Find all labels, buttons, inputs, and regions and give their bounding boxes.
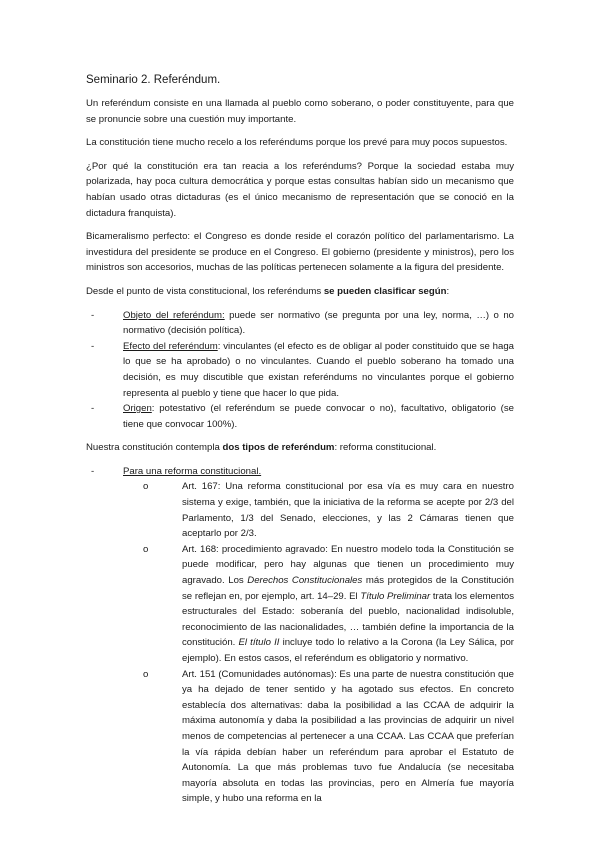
circle-bullet: o	[143, 543, 149, 555]
list-item-efecto: - Efecto del referéndum: vinculantes (el efecto es de obligar al poder constituido que se haga lo que se ha aprobado) o no vinculantes. Cuando el pueblo soberano ha tomado una decisión, es muy discutible que existan referéndums no vinculantes porque el gobierno representa al pueblo y tiene que hacer lo que pida.	[91, 340, 514, 399]
list-item-objeto: - Objeto del referéndum: puede ser normativo (se pregunta por una ley, norma, …) o no normativo (decisión política).	[91, 309, 514, 337]
list-item-art-167: o Art. 167: Una reforma constitucional por esa vía es muy cara en nuestro sistema y exige, también, que la iniciativa de la reforma se acepte por 2/3 del Parlamento, 1/3 del Senado, elecciones, y las 2 Cámaras tienen que aceptarlo por 2/3.	[143, 481, 514, 540]
list-item-reforma: - Para una reforma constitucional. o Art. 167: Una reforma constitucional por esa vía es muy cara en nuestro sistema y exige, también, que la iniciativa de la reforma se acepte por 2/3 del Parlamento, 1/3 del Senado, elecciones, y las 2 Cámaras tienen que aceptarlo por 2/3. o Art. 168: procedimiento agravado: En nuestro modelo toda la Constitución se puede modificar, pero hay algunas que tienen un procedimiento muy agravado. Los Derechos Constitucionales más protegidos de la Constitución se reflejan en, por ejemplo, art. 14–29. El Título Preliminar trata los elementos estructurales del Estado: soberanía del pueblo, nacionalidad indisoluble, reconocimiento de las nacionalidades, … también define la importancia de la constitución. El título II incluye todo lo relativo a la Corona (la Ley Sálica, por ejemplo). En estos casos, el referéndum es obligatorio y normativo. o Art. 151 (Comunidades autónomas): Es una parte de nuestra constitución que ya ha dejado de tener sentido y ha agotado sus efectos. En concreto establecía dos alternativas: daba la posibilidad a las CCAA de adquirir la máxima autonomía y daba la posibilidad a las provincias de adquirir un nivel menos de competencias al pertenecer a una CCAA. Las CCAA que preferían la vía rápida debían haber un referéndum para aprobar el Estatuto de Autonomía. La que más problemas tuvo fue Andalucía (se necesitaba mayoría absoluta en todas las provincias, pero en Almería fue mayoría simple, y hubo una reforma en la	[86, 464, 514, 807]
paragraph-bicameralismo: Bicameralismo perfecto: el Congreso es donde reside el corazón político del parlamentarismo. La investidura del presidente se produce en el Congreso. El gobierno (presidente y ministros), pero los ministros son accesorios, muchas de las políticas pertenecen solamente a la figura del presidente.	[86, 231, 514, 274]
dash-bullet: -	[91, 465, 95, 477]
list-item-art-168: o Art. 168: procedimiento agravado: En nuestro modelo toda la Constitución se puede modificar, pero hay algunas que tienen un procedimiento muy agravado. Los Derechos Constitucionales más protegidos de la Constitución se reflejan en, por ejemplo, art. 14–29. El Título Preliminar trata los elementos estructurales del Estado: soberanía del pueblo, nacionalidad indisoluble, reconocimiento de las nacionalidades, … también define la importancia de la constitución. El título II incluye todo lo relativo a la Corona (la Ley Sálica, por ejemplo). En estos casos, el referéndum es obligatorio y normativo.	[143, 543, 515, 664]
list-item-origen: - Origen: potestativo (el referéndum se puede convocar o no), facultativo, obligatorio (se tiene que convocar 100%).	[91, 403, 514, 430]
paragraph-definition: Un referéndum consiste en una llamada al pueblo como soberano, o poder constituyente, para que se pronuncie sobre una cuestión muy importante.	[86, 98, 514, 125]
paragraph-por-que: ¿Por qué la constitución era tan reacia a los referéndums? Porque la sociedad estaba muy polarizada, hay poca cultura democrática y porque estas consultas habían sido un mecanismo que habían usado otras dictaduras (es el único mecanismo de representación que se conoció en la dictadura franquista).	[86, 160, 514, 219]
circle-bullet: o	[143, 481, 149, 493]
clasificacion-list	[86, 308, 514, 433]
paragraph-clasificacion-intro: Desde el punto de vista constitucional, los referéndums se pueden clasificar según:	[86, 285, 450, 297]
paragraph-recelo: La constitución tiene mucho recelo a los referéndums porque los prevé para muy pocos supuestos.	[86, 137, 508, 149]
articulos-list	[123, 479, 514, 806]
dash-bullet: -	[91, 403, 95, 415]
paragraph-tipos-intro: Nuestra constitución contempla dos tipos de referéndum: reforma constitucional.	[86, 442, 437, 454]
list-item-art-151: o Art. 151 (Comunidades autónomas): Es una parte de nuestra constitución que ya ha dejado de tener sentido y ha agotado sus efectos. En concreto establecía dos alternativas: daba la posibilidad a las CCAA de adquirir la máxima autonomía y daba la posibilidad a las provincias de adquirir un nivel menos de competencias al pertenecer a una CCAA. Las CCAA que preferían la vía rápida debían haber un referéndum para aprobar el Estatuto de Autonomía. La que más problemas tuvo fue Andalucía (se necesitaba mayoría absoluta en todas las provincias, pero en Almería fue mayoría simple, y hubo una reforma en la	[143, 668, 514, 805]
tipos-list	[86, 464, 514, 807]
circle-bullet: o	[143, 668, 149, 680]
dash-bullet: -	[91, 340, 95, 352]
dash-bullet: -	[91, 309, 95, 321]
page-title: Seminario 2. Referéndum.	[86, 74, 221, 86]
